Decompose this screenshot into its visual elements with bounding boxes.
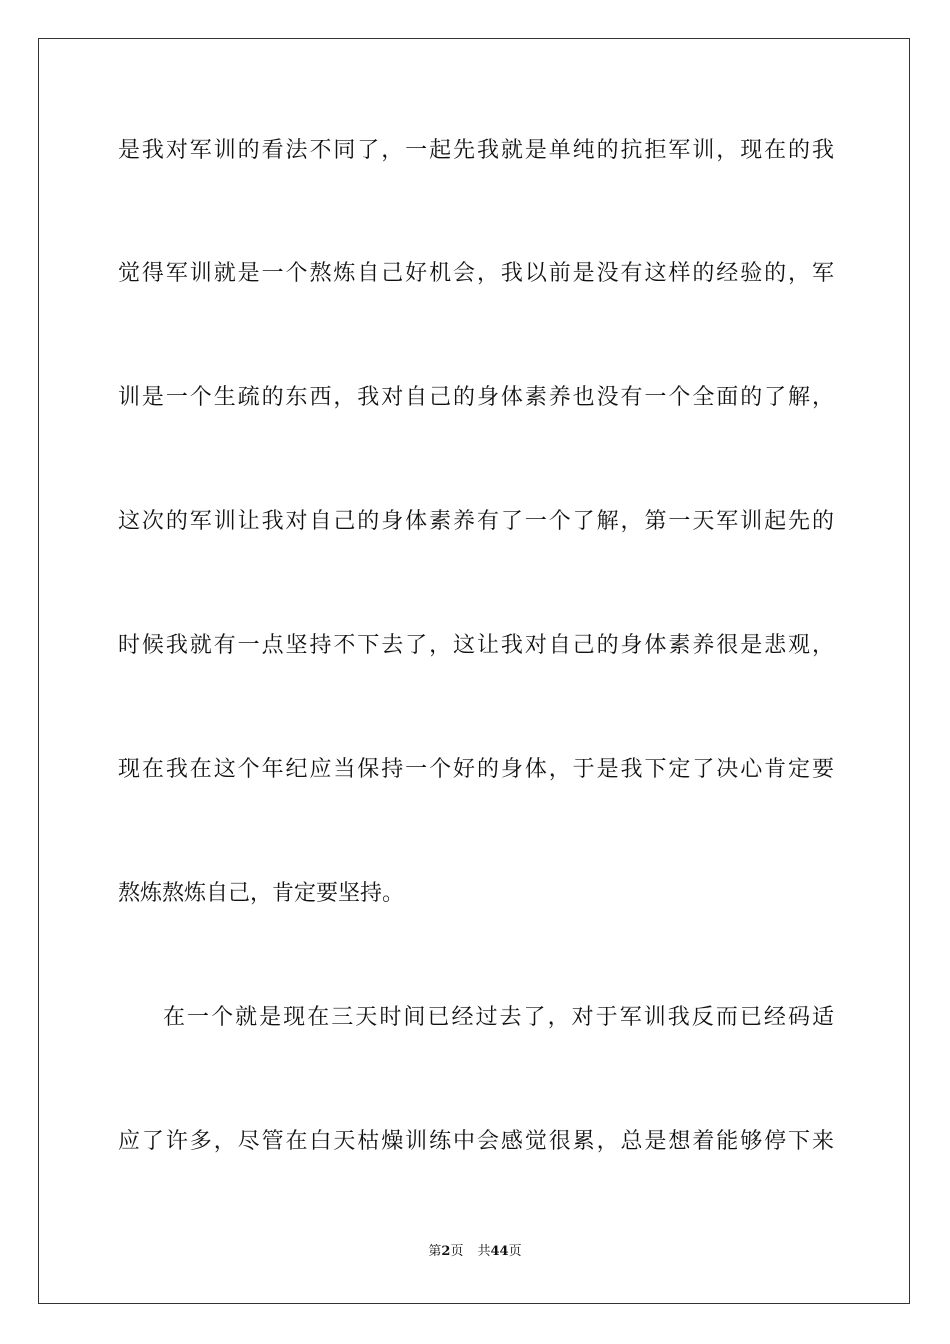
body-line-9: 应了许多，尽管在白天枯燥训练中会感觉很累，总是想着能够停下来	[118, 1129, 834, 1154]
total-suffix: 页	[508, 1244, 522, 1259]
body-line-3: 训是一个生疏的东西，我对自己的身体素养也没有一个全面的了解，	[118, 385, 834, 410]
body-line-2: 觉得军训就是一个熬炼自己好机会，我以前是没有这样的经验的，军	[118, 261, 834, 286]
total-prefix: 共	[477, 1244, 491, 1259]
body-line-4: 这次的军训让我对自己的身体素养有了一个了解，第一天军训起先的	[118, 509, 834, 534]
page-total: 44	[490, 1244, 509, 1259]
body-line-6: 现在我在这个年纪应当保持一个好的身体，于是我下定了决心肯定要	[118, 757, 834, 782]
page-current: 2	[441, 1244, 451, 1259]
page-suffix: 页	[450, 1244, 464, 1259]
page-footer	[0, 1243, 950, 1261]
body-line-1: 是我对军训的看法不同了，一起先我就是单纯的抗拒军训，现在的我	[118, 138, 834, 163]
body-line-5: 时候我就有一点坚持不下去了，这让我对自己的身体素养很是悲观，	[118, 633, 834, 658]
page-frame	[38, 38, 910, 1304]
body-line-8: 在一个就是现在三天时间已经过去了，对于军训我反而已经码适	[163, 1005, 834, 1030]
page-prefix: 第	[428, 1244, 442, 1259]
body-line-7: 熬炼熬炼自己，肯定要坚持。	[118, 881, 405, 906]
